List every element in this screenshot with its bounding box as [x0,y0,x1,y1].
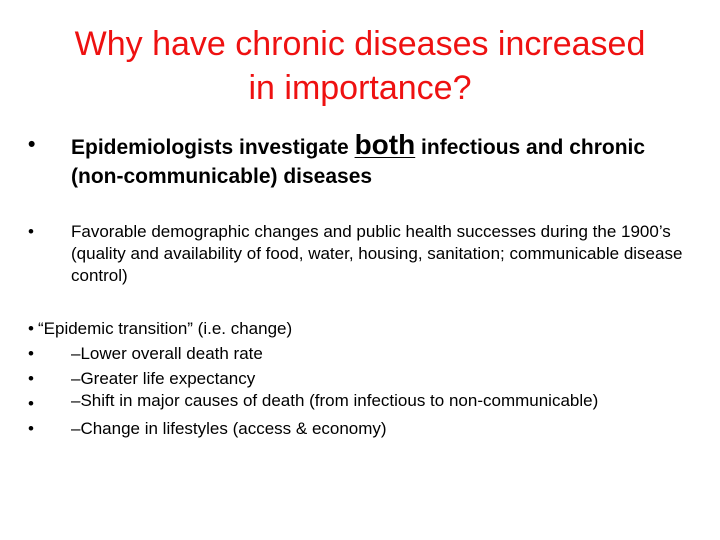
bullet-text-start: Epidemiologists investigate [71,136,355,159]
list-item-text: –Greater life expectancy [71,369,256,388]
list-item [28,341,690,366]
bullet-text-end: infectious and chronic (non-communicable) diseases [71,136,646,188]
bullet-epidemiologists [28,130,690,191]
epidemic-transition-list [28,316,690,441]
emphasis-both: both [354,129,416,160]
title-line-1: Why have chronic diseases increased [74,25,646,63]
list-item-text: –Change in lifestyles (access & economy) [71,419,387,438]
list-item [28,316,690,341]
list-item-text: –Shift in major causes of death (from infectious to non-communicable) [71,391,599,410]
bullet-marker: • [28,369,34,388]
bullet-marker: • [28,222,34,241]
bullet-marker: • [28,344,34,363]
list-item [28,416,690,441]
bullet-marker: • [28,419,34,438]
bullet-marker: • [28,394,34,413]
bullet-marker: • [28,319,34,338]
bullet-marker: • [28,133,36,156]
list-item [28,366,690,391]
bullet-text [71,130,690,191]
list-item-text: “Epidemic transition” (i.e. change) [38,319,293,338]
bullet-text: Favorable demographic changes and public health successes during the 1900’s (quality and availability of food, water, housing, sanitation; communicable disease control) [71,222,683,285]
list-item-text: –Lower overall death rate [71,344,263,363]
list-item [28,391,690,416]
title-line-2: in importance? [248,69,472,107]
bullet-demographic-changes [28,221,690,287]
slide-title [20,22,700,110]
